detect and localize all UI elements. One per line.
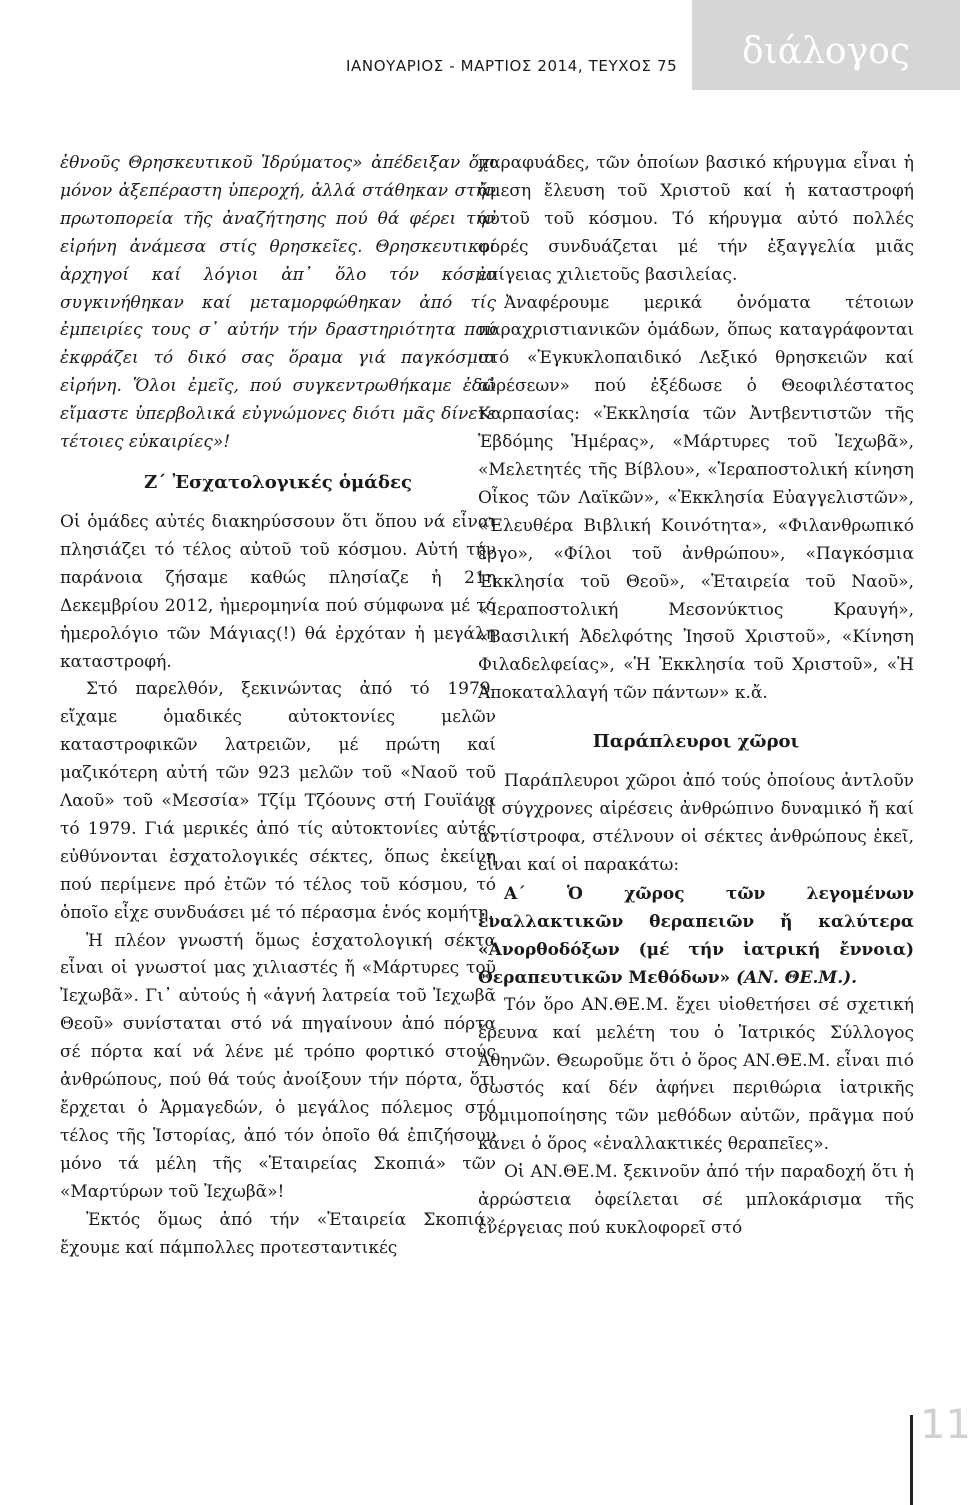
section-heading-eschatological: Ζ΄ Ἐσχατολογικές ὁμάδες	[144, 471, 412, 493]
magazine-title: διάλογος	[742, 30, 910, 72]
paragraph: Ἡ πλέον γνωστή ὅμως ἐσχατολογική σέκτα εἶναι οἱ γνωστοί μας χιλιαστές ἤ «Μάρτυρες τοῦ Ἰεχωβᾶ». Γι᾽ αὐτούς ἡ «ἁγνή λατρεία τοῦ Ἰεχωβᾶ Θεοῦ» συνίσταται στό νά πηγαίνουν ἀπό πόρτα σέ πόρτα καί νά λένε μέ τρόπο φορτικό στούς ἀνθρώπους, πού θά τούς ἀνοίξουν τήν πόρτα, ὅτι ἔρχεται ὁ Ἀρμαγεδών, ὁ μεγάλος πόλεμος στό τέλος τῆς Ἱστορίας, ἀπό τόν ὁποῖο θά ἐπιζήσουν μόνο τά μέλη τῆς «Ἑταιρείας Σκοπιά» τῶν «Μαρτύρων τοῦ Ἰεχωβᾶ»!	[60, 930, 496, 1202]
subsection-heading-text: Α΄ Ὁ χῶρος τῶν λεγομένων ἐναλλακτικῶν θεραπειῶν ἤ καλύτερα «Ἀνορθοδόξων (μέ τήν ἰατρική ἔννοια) Θεραπευτικῶν Μεθόδων»	[478, 883, 914, 988]
left-column	[60, 150, 496, 1262]
paragraph: παραφυάδες, τῶν ὁποίων βασικό κήρυγμα εἶναι ἡ ἄμεση ἔλευση τοῦ Χριστοῦ καί ἡ καταστροφή αὐτοῦ τοῦ κόσμου. Τό κήρυγμα αὐτό πολλές φορές συνδυάζεται μέ τήν ἐξαγγελία μιᾶς ἐπίγειας χιλιετοῦς βασιλείας.	[478, 153, 914, 285]
paragraph: Οἱ ΑΝ.ΘΕ.Μ. ξεκινοῦν ἀπό τήν παραδοχή ὅτι ἡ ἀρρώστεια ὀφείλεται σέ μπλοκάρισμα τῆς ἐνέργειας πού κυκλοφορεῖ στό	[478, 1162, 914, 1238]
paragraph: Ἀναφέρουμε μερικά ὀνόματα τέτοιων παραχριστιανικῶν ὁμάδων, ὅπως καταγράφονται στό «Ἐγκυκλοπαιδικό Λεξικό θρησκειῶν καί αἱρέσεων» πού ἐξέδωσε ὁ Θεοφιλέστατος Καρπασίας: «Ἐκκλησία τῶν Ἀντβεντιστῶν τῆς Ἑβδόμης Ἡμέρας», «Μάρτυρες τοῦ Ἰεχωβᾶ», «Μελετητές τῆς Βίβλου», «Ἱεραποστολική κίνηση Οἶκος τῶν Λαϊκῶν», «Ἐκκλησία Εὐαγγελιστῶν», «Ἐλευθέρα Βιβλική Κοινότητα», «Φιλανθρωπικό ἔργο», «Φίλοι τοῦ ἀνθρώπου», «Παγκόσμια Ἐκκλησία τοῦ Θεοῦ», «Ἑταιρεία τοῦ Ναοῦ», «Ἱεραποστολική Μεσονύκτιος Κραυγή», «Βασιλική Ἀδελφότης Ἰησοῦ Χριστοῦ», «Κίνηση Φιλαδελφείας», «Ἡ Ἐκκλησία τοῦ Χριστοῦ», «Ἡ Ἀποκαταλλαγή τῶν πάντων» κ.ἄ.	[478, 292, 914, 704]
subsection-heading-abbrev: (ΑΝ. ΘΕ.Μ.).	[736, 967, 858, 988]
issue-header: ΙΑΝΟΥΑΡΙΟΣ - ΜΑΡΤΙΟΣ 2014, ΤΕΥΧΟΣ 75	[346, 57, 678, 75]
page-number-divider	[910, 1415, 913, 1505]
paragraph: Παράπλευροι χῶροι ἀπό τούς ὁποίους ἀντλοῦν οἱ σύγχρονες αἱρέσεις ἀνθρώπινο δυναμικό ἤ καί ἀντίστροφα, στέλνουν οἱ σέκτες ἀνθρώπους ἐκεῖ, εἶναι καί οἱ παρακάτω:	[478, 771, 914, 875]
paragraph: Οἱ ὁμάδες αὐτές διακηρύσσουν ὅτι ὅπου νά εἶναι πλησιάζει τό τέλος αὐτοῦ τοῦ κόσμου. Αὐτή τήν παράνοια ζήσαμε καθώς πλησίαζε ἡ 21η Δεκεμβρίου 2012, ἡμερομηνία πού σύμφωνα μέ τό ἡμερολόγιο τῶν Μάγιας(!) θά ἐρχόταν ἡ μεγάλη καταστροφή.	[60, 511, 496, 672]
quote-paragraph: ἐθνοῦς Θρησκευτικοῦ Ἱδρύματος» ἀπέδειξαν ὄχι μόνον ἀξεπέραστη ὑπεροχή, ἀλλά στάθηκαν στήν πρωτοπορεία τῆς ἀναζήτησης πού θά φέρει τήν εἰρήνη ἀνάμεσα στίς θρησκεῖες. Θρησκευτικοί ἀρχηγοί καί λόγιοι ἀπ᾽ ὅλο τόν κόσμο συγκινήθηκαν καί μεταμορφώθηκαν ἀπό τίς ἐμπειρίες τους σ᾽ αὐτήν τήν δραστηριότητα πού ἐκφράζει τό δικό σας ὅραμα γιά παγκόσμια εἰρήνη. Ὅλοι ἐμεῖς, πού συγκεντρωθήκαμε ἐδῶ εἴμαστε ὑπερβολικά εὐγνώμονες διότι μᾶς δίνετε τέτοιες εὐκαιρίες»!	[60, 153, 496, 453]
magazine-brand-box	[692, 0, 960, 90]
section-heading-adjacent-areas: Παράπλευροι χῶροι	[592, 731, 800, 753]
page-number: 11	[920, 1402, 971, 1448]
paragraph: Στό παρελθόν, ξεκινώντας ἀπό τό 1979, εἴχαμε ὁμαδικές αὐτοκτονίες μελῶν καταστροφικῶν λατρειῶν, μέ πρώτη καί μαζικότερη αὐτή τῶν 923 μελῶν τοῦ «Ναοῦ τοῦ Λαοῦ» τοῦ «Μεσσία» Τζίμ Τζόουνς στή Γουϊάνα τό 1979. Γιά μερικές ἀπό τίς αὐτοκτονίες αὐτές εὐθύνονται ἐσχατολογικές σέκτες, ὅπως ἐκείνη πού περίμενε πρό ἐτῶν τό τέλος τοῦ κόσμου, τό ὁποῖο εἶχε συνδυάσει μέ τό πέρασμα ἑνός κομήτη.	[60, 679, 496, 923]
right-column	[478, 150, 914, 1243]
subsection-heading	[478, 880, 914, 992]
paragraph: Ἐκτός ὅμως ἀπό τήν «Ἑταιρεία Σκοπιά» ἔχουμε καί πάμπολλες προτεσταντικές	[60, 1209, 496, 1258]
paragraph: Τόν ὅρο ΑΝ.ΘΕ.Μ. ἔχει υἱοθετήσει σέ σχετική ἔρευνα καί μελέτη του ὁ Ἰατρικός Σύλλογος Ἀθηνῶν. Θεωροῦμε ὅτι ὁ ὅρος ΑΝ.ΘΕ.Μ. εἶναι πιό σωστός καί δέν ἀφήνει περιθώρια ἰατρικῆς νομιμοποίησης τῶν μεθόδων αὐτῶν, πρᾶγμα πού κάνει ὁ ὅρος «ἐναλλακτικές θεραπεῖες».	[478, 994, 914, 1155]
